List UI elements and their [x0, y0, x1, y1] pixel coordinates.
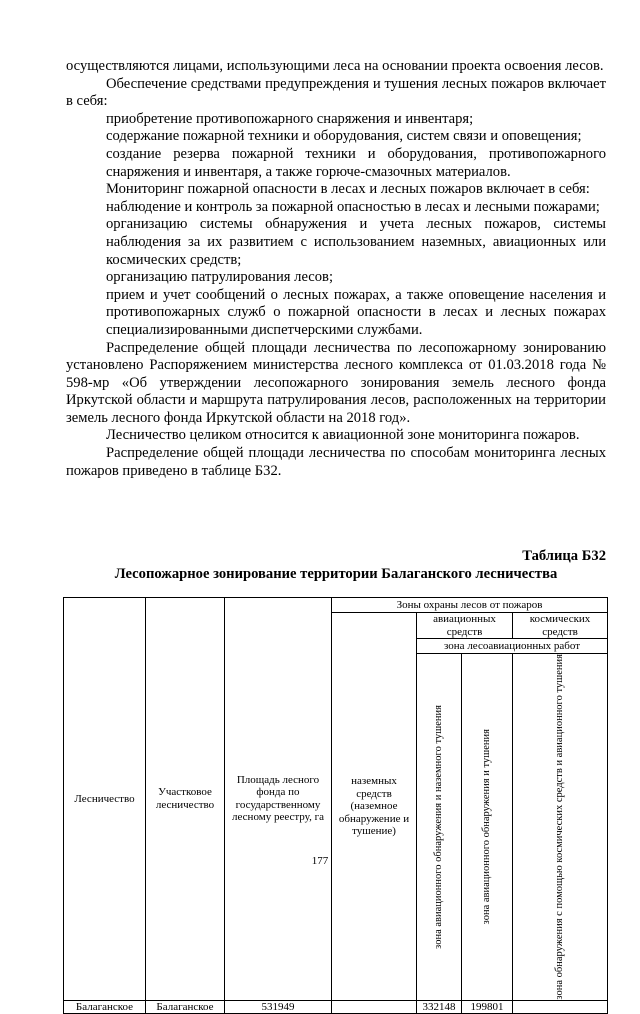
header-col-space — [513, 654, 608, 1001]
header-col-avia-ground — [417, 654, 462, 1001]
header-forestry: Лесничество — [64, 598, 146, 1001]
paragraph: Лесничество целиком относится к авиационной зоне мониторинга пожаров. — [106, 427, 580, 444]
table-caption: Таблица Б32 — [522, 548, 606, 564]
header-col-avia — [462, 654, 513, 1001]
list-item: организацию системы обнаружения и учета лесных пожаров, системы наблюдения за их развитием с использованием наземных, авиационных или космических средств; — [106, 216, 606, 268]
list-item: создание резерва пожарной техники и оборудования, противопожарного снаряжения и инвентаря, а также горюче-смазочных материалов. — [106, 145, 606, 180]
table-title: Лесопожарное зонирование территории Балаганского лесничества — [114, 566, 558, 582]
paragraph: Обеспечение средствами предупреждения и тушения лесных пожаров включает в себя: — [66, 75, 606, 110]
table-row — [64, 1000, 608, 1014]
paragraph: Распределение общей площади лесничества по способам мониторинга лесных пожаров приведено в таблице Б32. — [66, 445, 606, 479]
fire-zoning-table — [63, 597, 608, 1014]
cell-area: 531949 — [225, 1000, 332, 1014]
header-avia-work: зона лесоавиационных работ — [417, 639, 608, 654]
header-space: космических средств — [513, 613, 608, 639]
cell-avia-ground: 332148 — [417, 1000, 462, 1014]
vertical-label: зона авиационного обнаружения и наземного тушения — [433, 704, 445, 949]
list-item: прием и учет сообщений о лесных пожарах, а также оповещение населения и противопожарных служб о пожарной опасности в лесах и лесных пожарах специализированными диспетчерскими службами. — [106, 286, 606, 338]
cell-forestry: Балаганское — [64, 1000, 146, 1014]
header-zones: Зоны охраны лесов от пожаров — [332, 598, 608, 613]
paragraph: осуществляются лицами, использующими леса на основании проекта освоения лесов. — [66, 58, 604, 74]
cell-district: Балаганское — [146, 1000, 225, 1014]
paragraph: Мониторинг пожарной опасности в лесах и лесных пожаров включает в себя: — [106, 181, 590, 198]
cell-space — [513, 1000, 608, 1014]
header-district: Участковое лесничество — [146, 598, 225, 1001]
header-aviation: авиационных средств — [417, 613, 513, 639]
paragraph: Распределение общей площади лесничества по лесопожарному зонированию установлено Распоряжением министерства лесного комплекса от 01.03.2018 года № 598-мр «Об утверждении лесопожарного зонирования земель лесного фонда Иркутской области и маршрута патрулирования лесов, расположенных на территории земель лесного фонда Иркутской области на 2018 год». — [66, 339, 606, 426]
list-item: приобретение противопожарного снаряжения и инвентаря; — [106, 110, 474, 127]
header-area: Площадь лесного фонда по государственному лесному реестру, га — [225, 598, 332, 1001]
cell-ground — [332, 1000, 417, 1014]
list-item: наблюдение и контроль за пожарной опасностью в лесах и лесными пожарами; — [106, 198, 600, 215]
vertical-label: зона обнаружения с помощью космических средств и авиационного тушения — [554, 654, 566, 1000]
vertical-label: зона авиационного обнаружения и тушения — [481, 729, 493, 925]
body-text — [66, 58, 606, 480]
page-number: 177 — [311, 855, 329, 867]
list-item: содержание пожарной техники и оборудования, систем связи и оповещения; — [106, 128, 582, 145]
header-ground: наземных средств (наземное обнаружение и тушение) — [332, 613, 417, 1001]
list-item: организацию патрулирования лесов; — [106, 269, 334, 286]
cell-avia: 199801 — [462, 1000, 513, 1014]
